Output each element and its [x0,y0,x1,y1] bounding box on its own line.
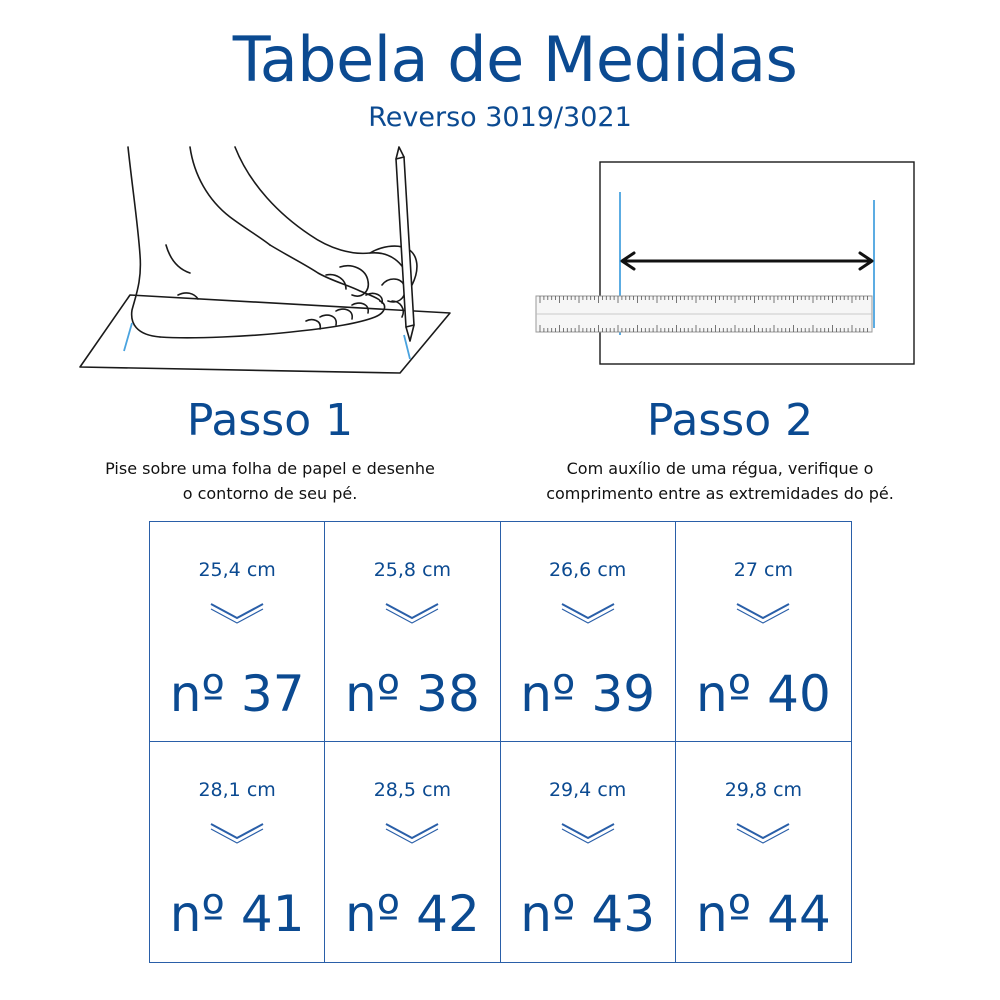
size-cell [150,742,325,962]
step2-description-line1: Com auxílio de uma régua, verifique o [566,459,874,478]
size-table [149,521,852,963]
shoe-size: nº 41 [169,885,305,943]
page-subtitle: Reverso 3019/3021 [368,102,632,133]
size-cell [676,522,851,742]
size-cell [501,742,676,962]
chevron-down-icon [558,600,618,624]
chevron-down-icon [207,600,267,624]
page-title: Tabela de Medidas [232,23,798,96]
size-cell [325,742,500,962]
foot-length: 29,8 cm [724,779,803,801]
shoe-size: nº 44 [695,885,831,943]
shoe-size: nº 39 [520,665,655,723]
chevron-down-icon [733,600,793,624]
shoe-size: nº 43 [520,885,655,943]
ruler-measurement-illustration [520,150,920,375]
step2-description-line2: comprimento entre as extremidades do pé. [546,484,894,503]
chevron-down-icon [558,820,618,844]
foot-length: 28,1 cm [198,779,276,801]
size-cell [501,522,676,742]
shoe-size: nº 38 [344,665,480,723]
foot-length: 27 cm [733,559,793,581]
foot-tracing-illustration [70,145,470,377]
foot-length: 26,6 cm [548,559,627,581]
chevron-down-icon [733,820,793,844]
size-cell [150,522,325,742]
foot-length: 25,8 cm [373,559,452,581]
step1-description-line2: o contorno de seu pé. [182,484,358,503]
size-cell [325,522,500,742]
foot-length: 29,4 cm [548,779,627,801]
chevron-down-icon [207,820,267,844]
step1-title: Passo 1 [186,395,354,446]
step2-description [510,456,930,506]
shoe-size: nº 42 [344,885,480,943]
foot-length: 25,4 cm [198,559,276,581]
size-cell [676,742,851,962]
shoe-size: nº 40 [695,665,831,723]
shoe-size: nº 37 [169,665,305,723]
foot-length: 28,5 cm [373,779,452,801]
chevron-down-icon [382,820,442,844]
step1-description-line1: Pise sobre uma folha de papel e desenhe [105,459,435,478]
step2-title: Passo 2 [646,395,814,446]
step1-description [70,456,470,506]
chevron-down-icon [382,600,442,624]
